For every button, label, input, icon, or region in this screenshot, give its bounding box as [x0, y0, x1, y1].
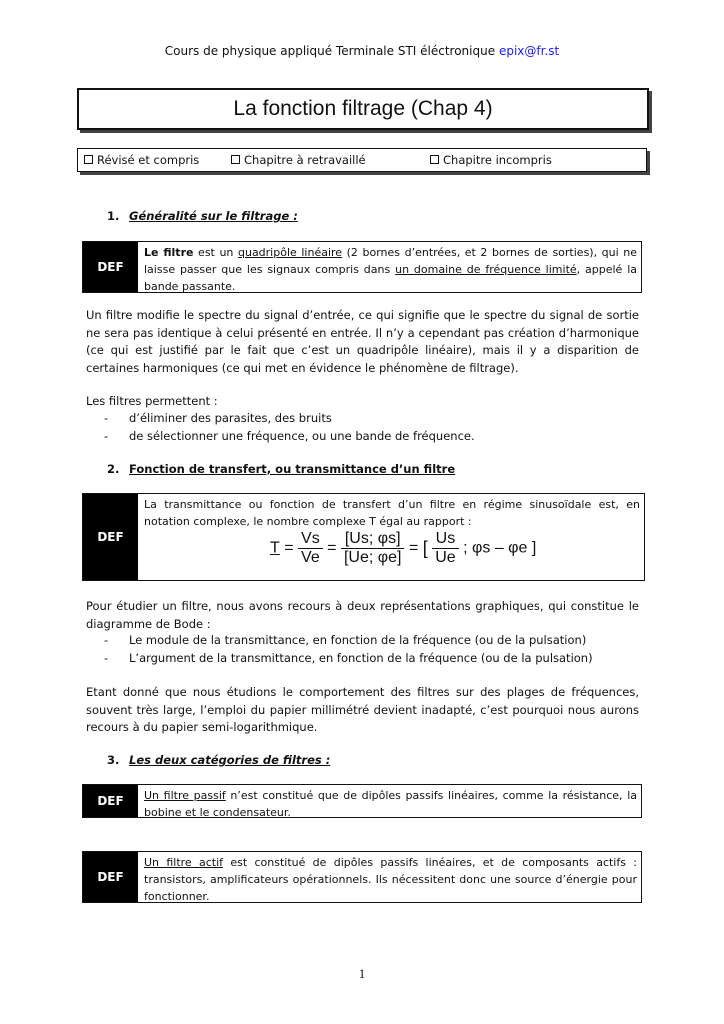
formula-fraction-3: [432, 530, 458, 567]
section-heading-1: [107, 209, 298, 223]
list-item: - d’éliminer des parasites, des bruits: [104, 411, 332, 425]
def-text-part: (2 bornes d’entrées, et 2 bornes de sorties), qui ne laisse passer que les signaux compris dans: [144, 246, 637, 276]
paragraph-spectrum: Un filtre modifie le spectre du signal d’entrée, ce qui signifie que le spectre du signal de sortie ne sera pas identique à celui présenté en entrée. Il n’y a cependant pas création d’harmonique (ce qui est justifié par le fait que c’est un quadripôle linéaire), mais il y a disparition de certaines harmoniques (ce qui met en évidence le phénomène de filtrage).: [86, 308, 639, 375]
denominator: Ve: [301, 549, 320, 566]
status-option-revised[interactable]: [84, 149, 199, 171]
formula-fraction-2: [341, 530, 405, 567]
page-title: La fonction filtrage (Chap 4): [77, 88, 649, 130]
paragraph-bode: Pour étudier un filtre, nous avons recours à deux représentations graphiques, qui constitue le diagramme de Bode :: [86, 599, 639, 631]
status-option-rework[interactable]: [231, 149, 366, 171]
section-title: Fonction de transfert, ou transmittance d’un filtre: [129, 462, 456, 476]
section-heading-2: [107, 462, 455, 476]
section-number: 2.: [107, 462, 120, 476]
list-item: - Le module de la transmittance, en fonction de la fréquence (ou de la pulsation): [104, 633, 587, 647]
list-item: - L’argument de la transmittance, en fonction de la fréquence (ou de la pulsation): [104, 651, 593, 665]
page-header: [0, 44, 724, 58]
formula-fraction-1: [298, 530, 323, 567]
section-heading-3: [107, 753, 330, 767]
header-text: Cours de physique appliqué Terminale STI éléctronique: [164, 44, 496, 58]
checkbox-icon[interactable]: [84, 155, 93, 164]
section-title: Généralité sur le filtrage :: [129, 209, 298, 223]
definition-text: [144, 787, 637, 821]
status-option-incomplete[interactable]: [430, 149, 552, 171]
definition-text: La transmittance ou fonction de transfert d’un filtre en régime sinusoïdale est, en notation complexe, le nombre complexe T égal au rapport :: [144, 498, 640, 528]
def-label: DEF: [83, 242, 138, 292]
denominator: [Ue; φe]: [343, 549, 402, 566]
denominator: Ue: [435, 549, 456, 566]
def-text-part: est un: [193, 246, 238, 259]
list-item-text: Le module de la transmittance, en fonction de la fréquence (ou de la pulsation): [129, 633, 587, 647]
status-option-label: Chapitre à retravaillé: [244, 153, 366, 167]
definition-text: [144, 244, 637, 295]
numerator: [Us; φs]: [341, 530, 405, 549]
formula-tail: ; φs – φe ]: [463, 539, 537, 557]
transmittance-formula: [270, 530, 536, 567]
def-underlined-term: un domaine de fréquence limité: [395, 263, 577, 276]
numerator: Vs: [298, 530, 323, 549]
formula-equals: =: [408, 539, 419, 557]
definition-box-passive-filter: [82, 784, 642, 818]
page-number: 1: [358, 966, 366, 981]
def-label: DEF: [83, 785, 138, 817]
def-underlined-term: Un filtre passif: [144, 789, 226, 802]
definition-box-active-filter: [82, 851, 642, 903]
section-title: Les deux catégories de filtres :: [129, 753, 331, 767]
def-label: DEF: [83, 494, 138, 580]
status-checklist: [77, 148, 647, 172]
header-email-link[interactable]: epix@fr.st: [498, 44, 560, 58]
status-option-label: Révisé et compris: [97, 153, 200, 167]
def-term: Le filtre: [144, 246, 194, 259]
section-number: 3.: [107, 753, 120, 767]
list-item-text: L’argument de la transmittance, en fonction de la fréquence (ou de la pulsation): [129, 651, 593, 665]
definition-box-filter: [82, 241, 642, 293]
status-option-label: Chapitre incompris: [443, 153, 552, 167]
def-text-part: , appelé la bande passante.: [144, 263, 637, 293]
def-underlined-term: quadripôle linéaire: [237, 246, 343, 259]
numerator: Us: [432, 530, 458, 549]
checkbox-icon[interactable]: [430, 155, 439, 164]
formula-bracket: [: [422, 538, 428, 558]
def-text-part: n’est constitué que de dipôles passifs linéaires, comme la résistance, la bobine et le condensateur.: [144, 789, 637, 819]
definition-text: [144, 854, 637, 905]
def-label: DEF: [83, 852, 138, 902]
paragraph-semilog: Etant donné que nous étudions le comportement des filtres sur des plages de fréquences, souvent très large, l’emploi du papier millimétré devient inadapté, c’est pourquoi nous aurons recours à du papier semi-logarithmique.: [86, 685, 639, 735]
formula-lhs: T: [270, 539, 280, 557]
formula-equals: =: [284, 539, 294, 557]
formula-equals: =: [327, 539, 337, 557]
list-item: - de sélectionner une fréquence, ou une bande de fréquence.: [104, 429, 475, 443]
paragraph-filters-allow: Les filtres permettent :: [86, 394, 218, 408]
section-number: 1.: [107, 209, 120, 223]
list-item-text: de sélectionner une fréquence, ou une bande de fréquence.: [129, 429, 475, 443]
list-item-text: d’éliminer des parasites, des bruits: [129, 411, 332, 425]
def-underlined-term: Un filtre actif: [144, 856, 224, 869]
checkbox-icon[interactable]: [231, 155, 240, 164]
def-text-part: est constitué de dipôles passifs linéaires, et de composants actifs : transistors, amplificateurs opérationnels. Ils nécessitent donc une source d’énergie pour fonctionner.: [144, 856, 637, 903]
